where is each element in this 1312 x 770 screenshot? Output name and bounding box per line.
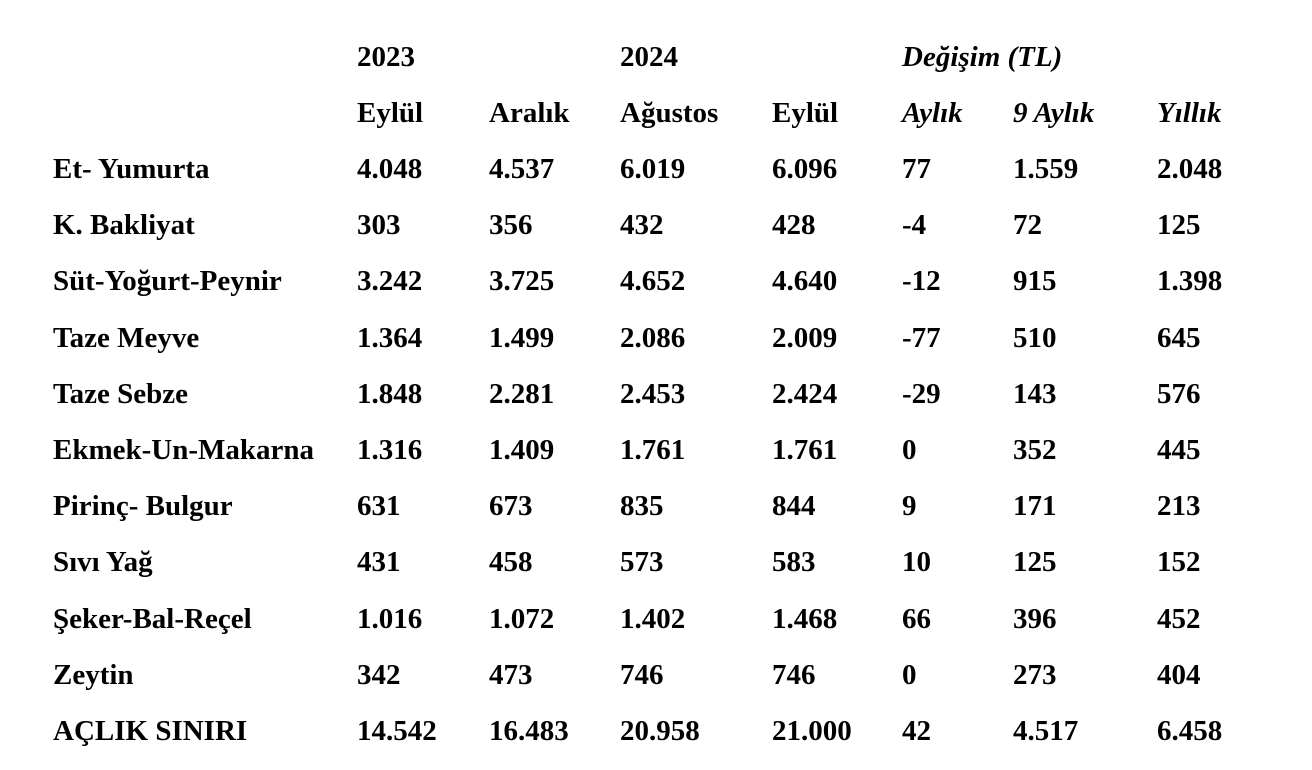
table-cell: 573 <box>620 546 664 578</box>
table-cell: 583 <box>772 546 816 578</box>
table-cell: 1.468 <box>772 603 838 635</box>
table-cell: 673 <box>489 490 533 522</box>
table-cell: 21.000 <box>772 715 852 747</box>
table-cell: 2.086 <box>620 322 686 354</box>
table-cell: 0 <box>902 434 917 466</box>
row-label: AÇLIK SINIRI <box>53 715 248 747</box>
table-cell: 2.424 <box>772 378 838 410</box>
table-cell: 645 <box>1157 322 1201 354</box>
table-cell: 213 <box>1157 490 1201 522</box>
table-cell: 4.537 <box>489 153 555 185</box>
table-cell: 915 <box>1013 265 1057 297</box>
table-cell: 356 <box>489 209 533 241</box>
table-cell: 4.517 <box>1013 715 1079 747</box>
row-label: Et- Yumurta <box>53 153 210 185</box>
table-cell: 1.559 <box>1013 153 1079 185</box>
table-cell: 72 <box>1013 209 1042 241</box>
table-cell: 445 <box>1157 434 1201 466</box>
header-year-2024: 2024 <box>620 41 678 73</box>
table-cell: 2.281 <box>489 378 555 410</box>
table-cell: 4.652 <box>620 265 686 297</box>
row-label: Sıvı Yağ <box>53 546 153 578</box>
table-cell: 16.483 <box>489 715 569 747</box>
table-cell: 1.364 <box>357 322 423 354</box>
table-cell: 432 <box>620 209 664 241</box>
table-cell: 125 <box>1013 546 1057 578</box>
row-label: Zeytin <box>53 659 134 691</box>
table-cell: 143 <box>1013 378 1057 410</box>
header-year-2023: 2023 <box>357 41 415 73</box>
table-cell: 431 <box>357 546 401 578</box>
row-label: Ekmek-Un-Makarna <box>53 434 315 466</box>
row-label: K. Bakliyat <box>53 209 195 241</box>
table-cell: 1.316 <box>357 434 423 466</box>
table-cell: 428 <box>772 209 816 241</box>
header-month-cell: 9 Aylık <box>1013 97 1095 129</box>
table-cell: 4.640 <box>772 265 838 297</box>
table-cell: 473 <box>489 659 533 691</box>
row-label: Taze Sebze <box>53 378 189 410</box>
table-cell: 303 <box>357 209 401 241</box>
row-label: Şeker-Bal-Reçel <box>53 603 252 635</box>
table-cell: 6.096 <box>772 153 838 185</box>
header-month-cell: Eylül <box>357 97 424 129</box>
table-cell: 9 <box>902 490 917 522</box>
table-cell: 1.398 <box>1157 265 1223 297</box>
table-cell: 20.958 <box>620 715 700 747</box>
table-cell: 273 <box>1013 659 1057 691</box>
table-cell: 458 <box>489 546 533 578</box>
table-cell: -12 <box>902 265 941 297</box>
table-cell: 4.048 <box>357 153 423 185</box>
table-cell: 452 <box>1157 603 1201 635</box>
table-cell: 404 <box>1157 659 1201 691</box>
table-cell: 510 <box>1013 322 1057 354</box>
header-month-cell: Ağustos <box>620 97 719 129</box>
table-cell: 1.761 <box>772 434 838 466</box>
table-cell: 2.453 <box>620 378 686 410</box>
table-cell: 3.242 <box>357 265 423 297</box>
header-month-cell: Aralık <box>489 97 570 129</box>
table-cell: 844 <box>772 490 816 522</box>
table-cell: 2.009 <box>772 322 838 354</box>
header-month-cell: Yıllık <box>1157 97 1222 129</box>
table-cell: 1.761 <box>620 434 686 466</box>
table-cell: 0 <box>902 659 917 691</box>
table-cell: 1.499 <box>489 322 555 354</box>
table-cell: 1.402 <box>620 603 686 635</box>
table-cell: 2.048 <box>1157 153 1223 185</box>
table-cell: 1.016 <box>357 603 423 635</box>
table-cell: 125 <box>1157 209 1201 241</box>
table-cell: 1.848 <box>357 378 423 410</box>
table-cell: 10 <box>902 546 931 578</box>
table-cell: 352 <box>1013 434 1057 466</box>
table-cell: 3.725 <box>489 265 555 297</box>
table-cell: 6.458 <box>1157 715 1223 747</box>
table-cell: 631 <box>357 490 401 522</box>
table-cell: 1.072 <box>489 603 555 635</box>
table-cell: 66 <box>902 603 931 635</box>
table-cell: 396 <box>1013 603 1057 635</box>
table-cell: 152 <box>1157 546 1201 578</box>
table-cell: 835 <box>620 490 664 522</box>
table-cell: 77 <box>902 153 931 185</box>
header-change-title: Değişim (TL) <box>902 41 1063 73</box>
row-label: Taze Meyve <box>53 322 200 354</box>
table-cell: -77 <box>902 322 941 354</box>
table-cell: 342 <box>357 659 401 691</box>
table-cell: 14.542 <box>357 715 437 747</box>
row-label: Süt-Yoğurt-Peynir <box>53 265 282 297</box>
table-cell: 1.409 <box>489 434 555 466</box>
table-cell: -4 <box>902 209 927 241</box>
table-cell: 6.019 <box>620 153 686 185</box>
table-cell: -29 <box>902 378 941 410</box>
table-cell: 171 <box>1013 490 1057 522</box>
table-cell: 746 <box>772 659 816 691</box>
header-month-cell: Eylül <box>772 97 839 129</box>
row-label: Pirinç- Bulgur <box>53 490 233 522</box>
table-cell: 746 <box>620 659 664 691</box>
header-month-cell: Aylık <box>902 97 963 129</box>
table-cell: 576 <box>1157 378 1201 410</box>
table-cell: 42 <box>902 715 931 747</box>
